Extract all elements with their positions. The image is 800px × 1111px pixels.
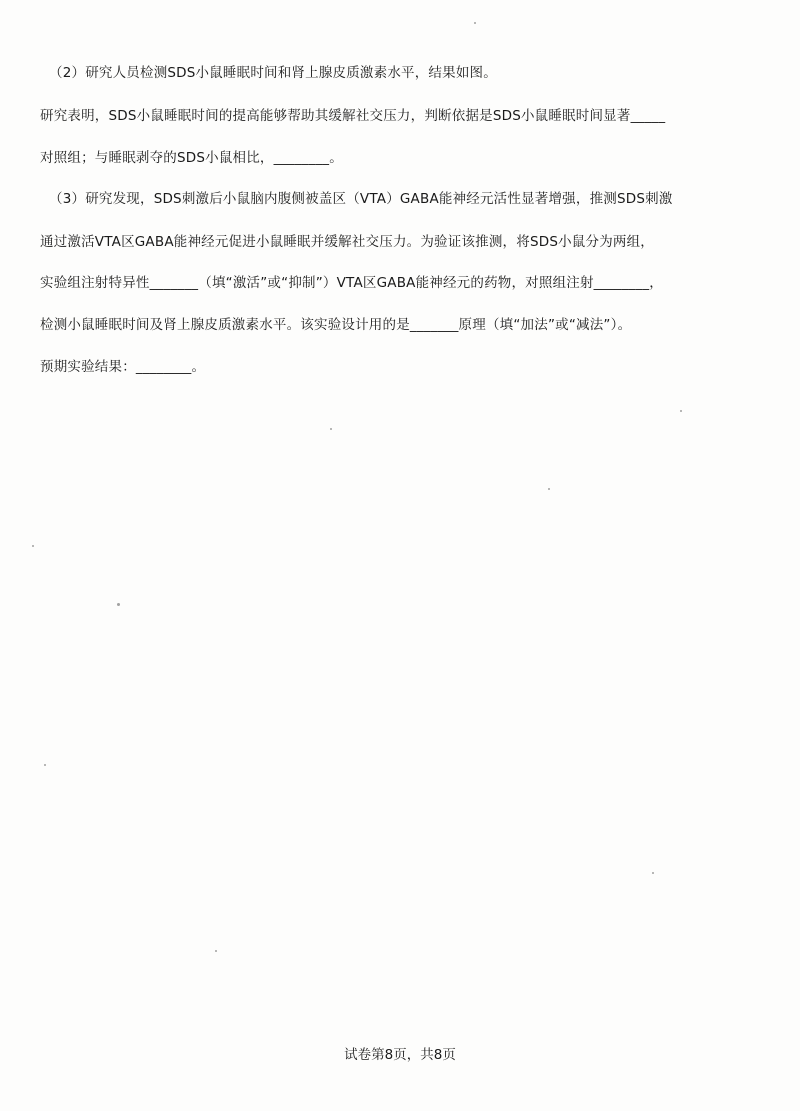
question-part2-intro: （2）研究人员检测SDS小鼠睡眠时间和肾上腺皮质激素水平，结果如图。 [49,65,497,81]
question-part3-line1: （3）研究发现，SDS刺激后小鼠脑内腹侧被盖区（VTA）GABA能神经元活性显著增强，推测SDS刺激 [49,191,673,207]
scan-speck [548,488,550,490]
question-part3-line5: 预期实验结果：________。 [40,359,206,375]
question-part2-line1: 研究表明，SDS小鼠睡眠时间的提高能够帮助其缓解社交压力，判断依据是SDS小鼠睡眠时间显著_____ [40,108,666,124]
scan-speck [680,410,682,412]
scan-speck [32,545,34,547]
scan-speck [215,950,217,952]
question-part3-line2: 通过激活VTA区GABA能神经元促进小鼠睡眠并缓解社交压力。为验证该推测，将SDS小鼠分为两组， [40,234,654,250]
scan-speck [330,428,332,430]
question-part3-line4: 检测小鼠睡眠时间及肾上腺皮质激素水平。该实验设计用的是_______原理（填“加法”或“减法”）。 [40,317,632,333]
question-part3-line3: 实验组注射特异性_______（填“激活”或“抑制”）VTA区GABA能神经元的药物，对照组注射________， [40,275,663,291]
question-part2-line2: 对照组；与睡眠剥夺的SDS小鼠相比，________。 [40,150,343,166]
page-number-footer: 试卷第8页，共8页 [344,1047,456,1063]
scan-speck [44,764,46,766]
scan-speck [474,22,476,24]
scan-speck [652,872,654,874]
scan-speck [117,603,120,606]
